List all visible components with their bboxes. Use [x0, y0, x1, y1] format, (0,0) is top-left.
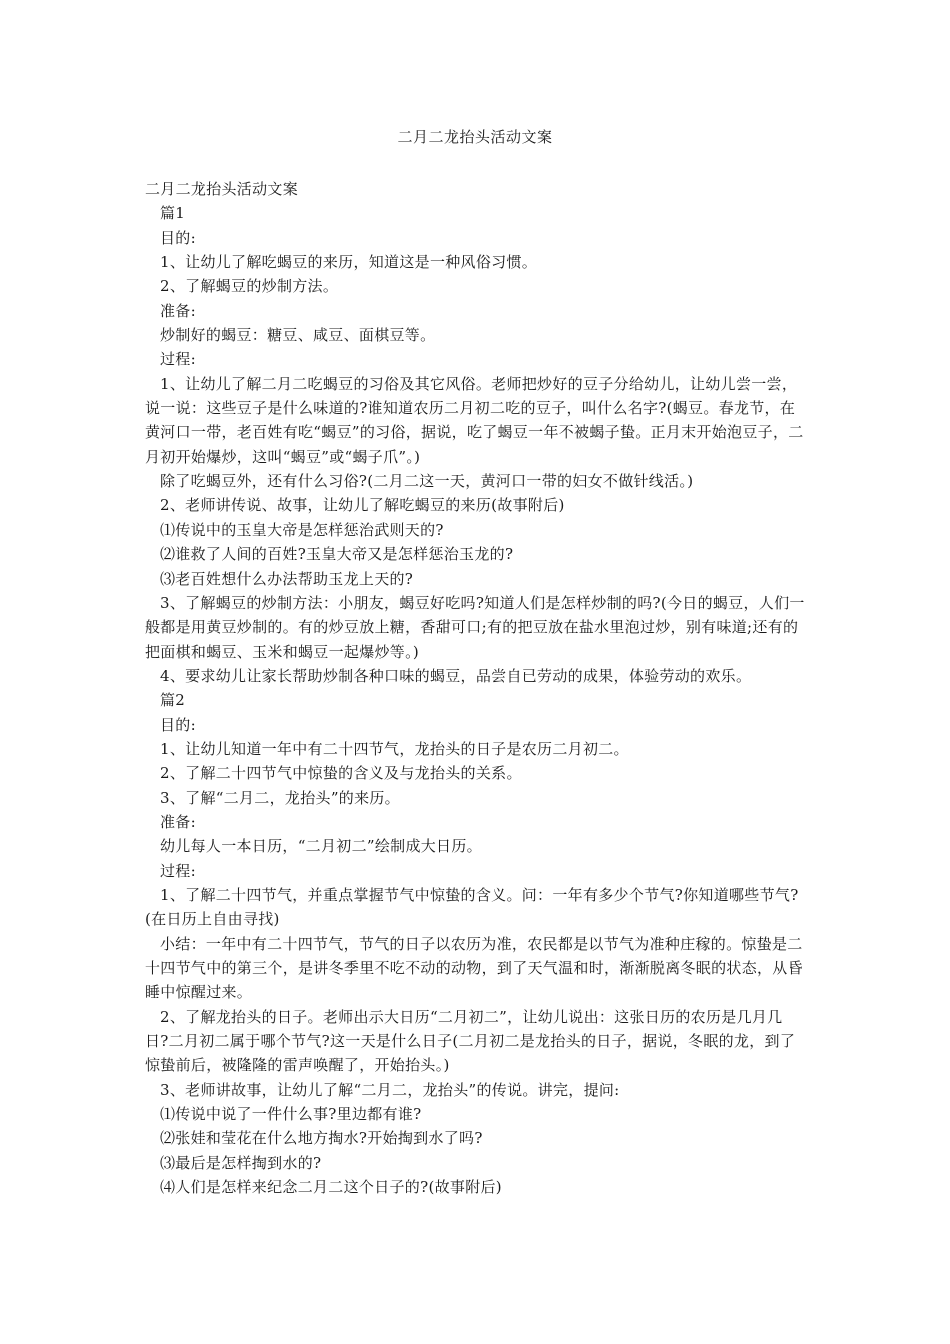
paragraph: 小结：一年中有二十四节气，节气的日子以农历为准，农民都是以节气为准种庄稼的。惊蛰是二十四节气中的第三个，是讲冬季里不吃不动的动物，到了天气温和时，渐渐脱离冬眠的状态，从昏睡中惊醒过来。 — [145, 934, 803, 1002]
document-title: 二月二龙抬头活动文案 — [397, 128, 553, 146]
paragraph: 3、了解蝎豆的炒制方法：小朋友，蝎豆好吃吗?知道人们是怎样炒制的吗?(今日的蝎豆，人们一般都是用黄豆炒制的。有的炒豆放上糖，香甜可口;有的把豆放在盐水里泡过炒，别有味道;还有的把面棋和蝎豆、玉米和蝎豆一起爆炒等。) — [145, 593, 805, 661]
paragraph: 2、了解龙抬头的日子。老师出示大日历“二月初二”，让幼儿说出：这张日历的农历是几月几日?二月初二属于哪个节气?这一天是什么日子(二月初二是龙抬头的日子，据说，冬眠的龙，到了惊蛰前后，被隆隆的雷声唤醒了，开始抬头。) — [145, 1007, 796, 1075]
paragraph: 目的: — [160, 715, 196, 734]
paragraph: ⑴传说中的玉皇大帝是怎样惩治武则天的? — [160, 520, 444, 539]
paragraph: 幼儿每人一本日历，“二月初二”绘制成大日历。 — [160, 837, 482, 856]
section-heading: 二月二龙抬头活动文案 — [145, 180, 299, 198]
paragraph: 1、让幼儿了解二月二吃蝎豆的习俗及其它风俗。老师把炒好的豆子分给幼儿，让幼儿尝一尝，说一说：这些豆子是什么味道的?谁知道农历二月初二吃的豆子，叫什么名字?(蝎豆。春龙节，在黄河口一带，老百姓有吃“蝎豆”的习俗，据说，吃了蝎豆一年不被蝎子蛰。正月末开始泡豆子，二月初开始爆炒，这叫“蝎豆”或“蝎子爪”。) — [145, 374, 804, 466]
paragraph: 准备: — [160, 301, 196, 320]
paragraph: 2、了解二十四节气中惊蛰的含义及与龙抬头的关系。 — [160, 764, 522, 783]
paragraph: 目的: — [160, 228, 196, 247]
paragraph: ⑵谁救了人间的百姓?玉皇大帝又是怎样惩治玉龙的? — [160, 545, 514, 564]
paragraph: 3、老师讲故事，让幼儿了解“二月二，龙抬头”的传说。讲完，提问: — [160, 1080, 620, 1099]
paragraph: ⑶老百姓想什么办法帮助玉龙上天的? — [160, 569, 414, 588]
paragraph: ⑵张娃和莹花在什么地方掏水?开始掏到水了吗? — [160, 1129, 483, 1148]
paragraph: ⑷人们是怎样来纪念二月二这个日子的?(故事附后) — [160, 1178, 502, 1197]
paragraph: 2、老师讲传说、故事，让幼儿了解吃蝎豆的来历(故事附后) — [160, 496, 565, 515]
paragraph: 2、了解蝎豆的炒制方法。 — [160, 277, 339, 296]
article-label: 篇2 — [160, 691, 186, 710]
paragraph: 1、让幼儿知道一年中有二十四节气，龙抬头的日子是农历二月初二。 — [160, 739, 629, 758]
paragraph: ⑶最后是怎样掏到水的? — [160, 1153, 322, 1172]
paragraph: 1、了解二十四节气，并重点掌握节气中惊蛰的含义。问：一年有多少个节气?你知道哪些节气?(在日历上自由寻找) — [145, 885, 799, 929]
paragraph: 准备: — [160, 812, 196, 831]
document-body — [145, 177, 805, 1199]
paragraph: 过程: — [160, 861, 196, 880]
paragraph: 1、让幼儿了解吃蝎豆的来历，知道这是一种风俗习惯。 — [160, 253, 538, 272]
paragraph: 3、了解“二月二，龙抬头”的来历。 — [160, 788, 400, 807]
paragraph: 过程: — [160, 350, 196, 369]
paragraph: ⑴传说中说了一件什么事?里边都有谁? — [160, 1105, 422, 1124]
paragraph: 除了吃蝎豆外，还有什么习俗?(二月二这一天，黄河口一带的妇女不做针线活。) — [160, 472, 694, 491]
paragraph: 4、要求幼儿让家长帮助炒制各种口味的蝎豆，品尝自已劳动的成果，体验劳动的欢乐。 — [160, 666, 752, 685]
paragraph: 炒制好的蝎豆：糖豆、咸豆、面棋豆等。 — [160, 326, 436, 345]
article-label: 篇1 — [160, 204, 186, 223]
